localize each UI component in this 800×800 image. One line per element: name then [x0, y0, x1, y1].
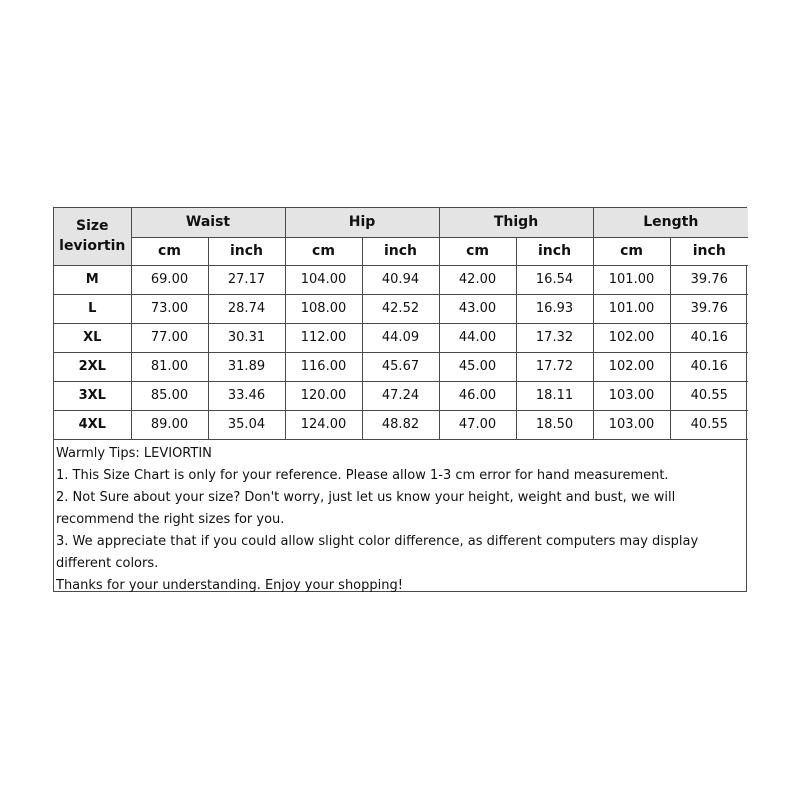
table-cell: 77.00 — [131, 323, 208, 352]
unit-header-row — [54, 237, 748, 265]
table-cell: 42.52 — [362, 294, 439, 323]
table-cell: 112.00 — [285, 323, 362, 352]
unit-header: cm — [593, 237, 670, 265]
table-cell: 101.00 — [593, 294, 670, 323]
table-cell: 40.55 — [670, 410, 748, 439]
size-cell: 4XL — [54, 410, 131, 439]
group-header-length: Length — [593, 208, 748, 237]
table-cell: 31.89 — [208, 352, 285, 381]
size-cell: XL — [54, 323, 131, 352]
size-cell: L — [54, 294, 131, 323]
table-cell: 89.00 — [131, 410, 208, 439]
table-row — [54, 410, 748, 439]
table-cell: 39.76 — [670, 294, 748, 323]
table-cell: 18.11 — [516, 381, 593, 410]
size-header-line2: leviortin — [59, 238, 126, 255]
tips-heading: Warmly Tips: LEVIORTIN — [56, 445, 212, 461]
table-cell: 43.00 — [439, 294, 516, 323]
table-cell: 44.00 — [439, 323, 516, 352]
table-cell: 120.00 — [285, 381, 362, 410]
table-cell: 46.00 — [439, 381, 516, 410]
table-cell: 103.00 — [593, 410, 670, 439]
group-header-hip: Hip — [285, 208, 439, 237]
table-cell: 81.00 — [131, 352, 208, 381]
table-cell: 16.93 — [516, 294, 593, 323]
unit-header: inch — [208, 237, 285, 265]
tip-item: 2. Not Sure about your size? Don't worry, just let us know your height, weight and bust, we will recommend the right sizes for you. — [56, 489, 676, 527]
table-cell: 45.00 — [439, 352, 516, 381]
table-cell: 102.00 — [593, 352, 670, 381]
table-cell: 30.31 — [208, 323, 285, 352]
table-cell: 16.54 — [516, 265, 593, 294]
table-cell: 42.00 — [439, 265, 516, 294]
table-cell: 47.24 — [362, 381, 439, 410]
group-header-thigh: Thigh — [439, 208, 593, 237]
size-header-line1: Size — [75, 218, 109, 235]
table-cell: 40.55 — [670, 381, 748, 410]
table-cell: 85.00 — [131, 381, 208, 410]
group-header-waist: Waist — [131, 208, 285, 237]
tips-section — [54, 440, 746, 597]
table-cell: 39.76 — [670, 265, 748, 294]
table-cell: 44.09 — [362, 323, 439, 352]
table-cell: 27.17 — [208, 265, 285, 294]
table-row — [54, 265, 748, 294]
size-cell: M — [54, 265, 131, 294]
table-cell: 47.00 — [439, 410, 516, 439]
table-cell: 104.00 — [285, 265, 362, 294]
group-header-row — [54, 208, 748, 237]
unit-header: cm — [285, 237, 362, 265]
table-cell: 17.72 — [516, 352, 593, 381]
size-cell: 2XL — [54, 352, 131, 381]
table-row — [54, 381, 748, 410]
table-row — [54, 352, 748, 381]
size-table — [54, 208, 748, 440]
table-cell: 108.00 — [285, 294, 362, 323]
unit-header: inch — [362, 237, 439, 265]
table-cell: 40.16 — [670, 323, 748, 352]
size-column-header — [54, 208, 131, 265]
table-cell: 17.32 — [516, 323, 593, 352]
table-row — [54, 323, 748, 352]
table-cell: 35.04 — [208, 410, 285, 439]
table-cell: 45.67 — [362, 352, 439, 381]
table-cell: 102.00 — [593, 323, 670, 352]
table-cell: 124.00 — [285, 410, 362, 439]
size-cell: 3XL — [54, 381, 131, 410]
table-cell: 48.82 — [362, 410, 439, 439]
table-cell: 28.74 — [208, 294, 285, 323]
table-cell: 73.00 — [131, 294, 208, 323]
table-cell: 40.94 — [362, 265, 439, 294]
unit-header: cm — [131, 237, 208, 265]
table-cell: 33.46 — [208, 381, 285, 410]
table-cell: 103.00 — [593, 381, 670, 410]
tips-closing: Thanks for your understanding. Enjoy your shopping! — [56, 577, 403, 593]
tip-item: 3. We appreciate that if you could allow slight color difference, as different computers may display different colors. — [56, 533, 699, 571]
unit-header: cm — [439, 237, 516, 265]
table-row — [54, 294, 748, 323]
table-cell: 69.00 — [131, 265, 208, 294]
unit-header: inch — [670, 237, 748, 265]
unit-header: inch — [516, 237, 593, 265]
table-cell: 101.00 — [593, 265, 670, 294]
size-chart — [53, 207, 747, 592]
table-cell: 116.00 — [285, 352, 362, 381]
table-cell: 40.16 — [670, 352, 748, 381]
table-cell: 18.50 — [516, 410, 593, 439]
tip-item: 1. This Size Chart is only for your reference. Please allow 1-3 cm error for hand measurement. — [56, 467, 669, 483]
